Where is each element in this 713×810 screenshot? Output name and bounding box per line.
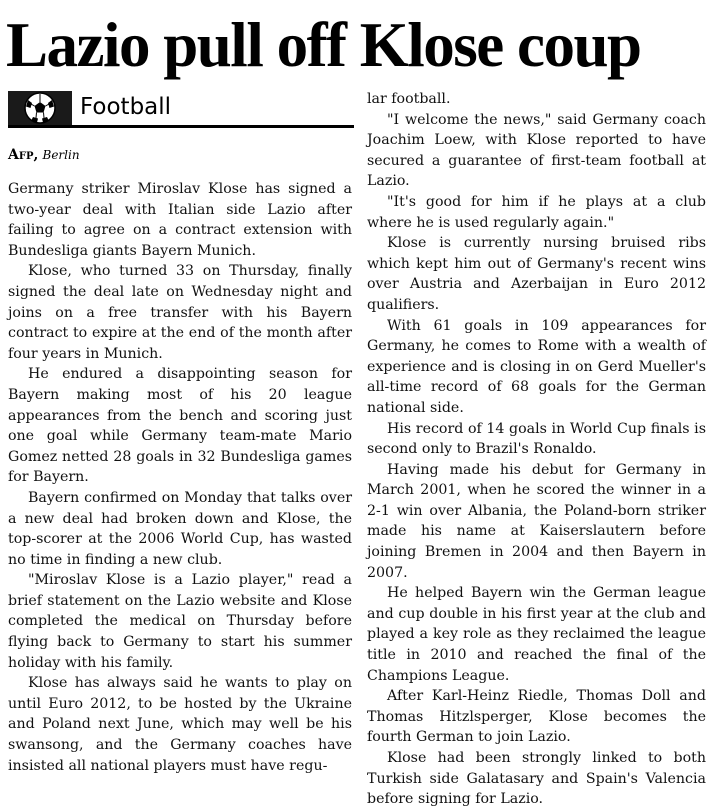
paragraph: With 61 goals in 109 appearances for Germany, he comes to Rome with a wealth of experience and is closing in on Gerd Mueller's all-time record of 68 goals for the German national side. bbox=[367, 317, 706, 416]
paragraph: He helped Bayern win the German league and cup double in his first year at the club and played a key role as they reclaimed the league title in 2010 and reached the final of the Champions League. bbox=[367, 585, 706, 684]
paragraph: After Karl-Heinz Riedle, Thomas Doll and Thomas Hitzlsperger, Klose becomes the fourth German to join Lazio. bbox=[367, 688, 706, 746]
paragraph: Klose had been strongly linked to both Turkish side Galatasary and Spain's Valencia before signing for Lazio. bbox=[367, 750, 706, 808]
paragraph: Having made his debut for Germany in March 2001, when he scored the winner in a 2-1 win over Albania, the Poland-born striker made his name at Kaiserslautern before joining Bremen in 2004 and then Bayern in 2007. bbox=[367, 461, 706, 581]
soccer-ball-icon bbox=[8, 91, 72, 125]
byline-city: Berlin bbox=[42, 148, 80, 162]
paragraph: "I welcome the news," said Germany coach Joachim Loew, with Klose reported to have secured a guarantee of first-team football at Lazio. bbox=[367, 111, 706, 190]
paragraph: Klose has always said he wants to play on until Euro 2012, to be hosted by the Ukraine and Poland next June, which may well be his swansong, and the Germany coaches have insisted all national players must have regu- bbox=[8, 675, 352, 774]
paragraph: He endured a disappointing season for Bayern making most of his 20 league appearances from the bench and scoring just one goal while Germany team-mate Mario Gomez netted 28 goals in 32 Bundesliga games for Bayern. bbox=[8, 366, 352, 486]
paragraph: Klose is currently nursing bruised ribs which kept him out of Germany's recent wins over Austria and Azerbaijan in Euro 2012 qualifiers. bbox=[367, 235, 706, 313]
section-label bbox=[8, 91, 354, 129]
paragraph: "It's good for him if he plays at a club where he is used regularly again." bbox=[367, 193, 706, 231]
article-column-left bbox=[8, 179, 352, 776]
section-rule bbox=[8, 125, 354, 128]
byline bbox=[8, 147, 80, 163]
byline-agency: Afp, bbox=[8, 147, 39, 163]
article-column-right bbox=[367, 89, 706, 810]
paragraph: lar football. bbox=[367, 91, 451, 107]
paragraph: Klose, who turned 33 on Thursday, finally signed the deal late on Wednesday night and joins on a free transfer with his Bayern contract to expire at the end of the month after four years in Munich. bbox=[8, 263, 352, 362]
section-label-text: Football bbox=[80, 94, 172, 120]
paragraph: His record of 14 goals in World Cup finals is second only to Brazil's Ronaldo. bbox=[367, 420, 706, 458]
paragraph: "Miroslav Klose is a Lazio player," read a brief statement on the Lazio website and Klose completed the medical on Thursday before flying back to Germany to start his summer holiday with his family. bbox=[8, 572, 352, 671]
headline: Lazio pull off Klose coup bbox=[6, 10, 641, 80]
paragraph: Bayern confirmed on Monday that talks over a new deal had broken down and Klose, the top-scorer at the 2006 World Cup, has wasted no time in finding a new club. bbox=[8, 489, 352, 568]
paragraph: Germany striker Miroslav Klose has signed a two-year deal with Italian side Lazio after failing to agree on a contract extension with Bundesliga giants Bayern Munich. bbox=[8, 181, 352, 259]
